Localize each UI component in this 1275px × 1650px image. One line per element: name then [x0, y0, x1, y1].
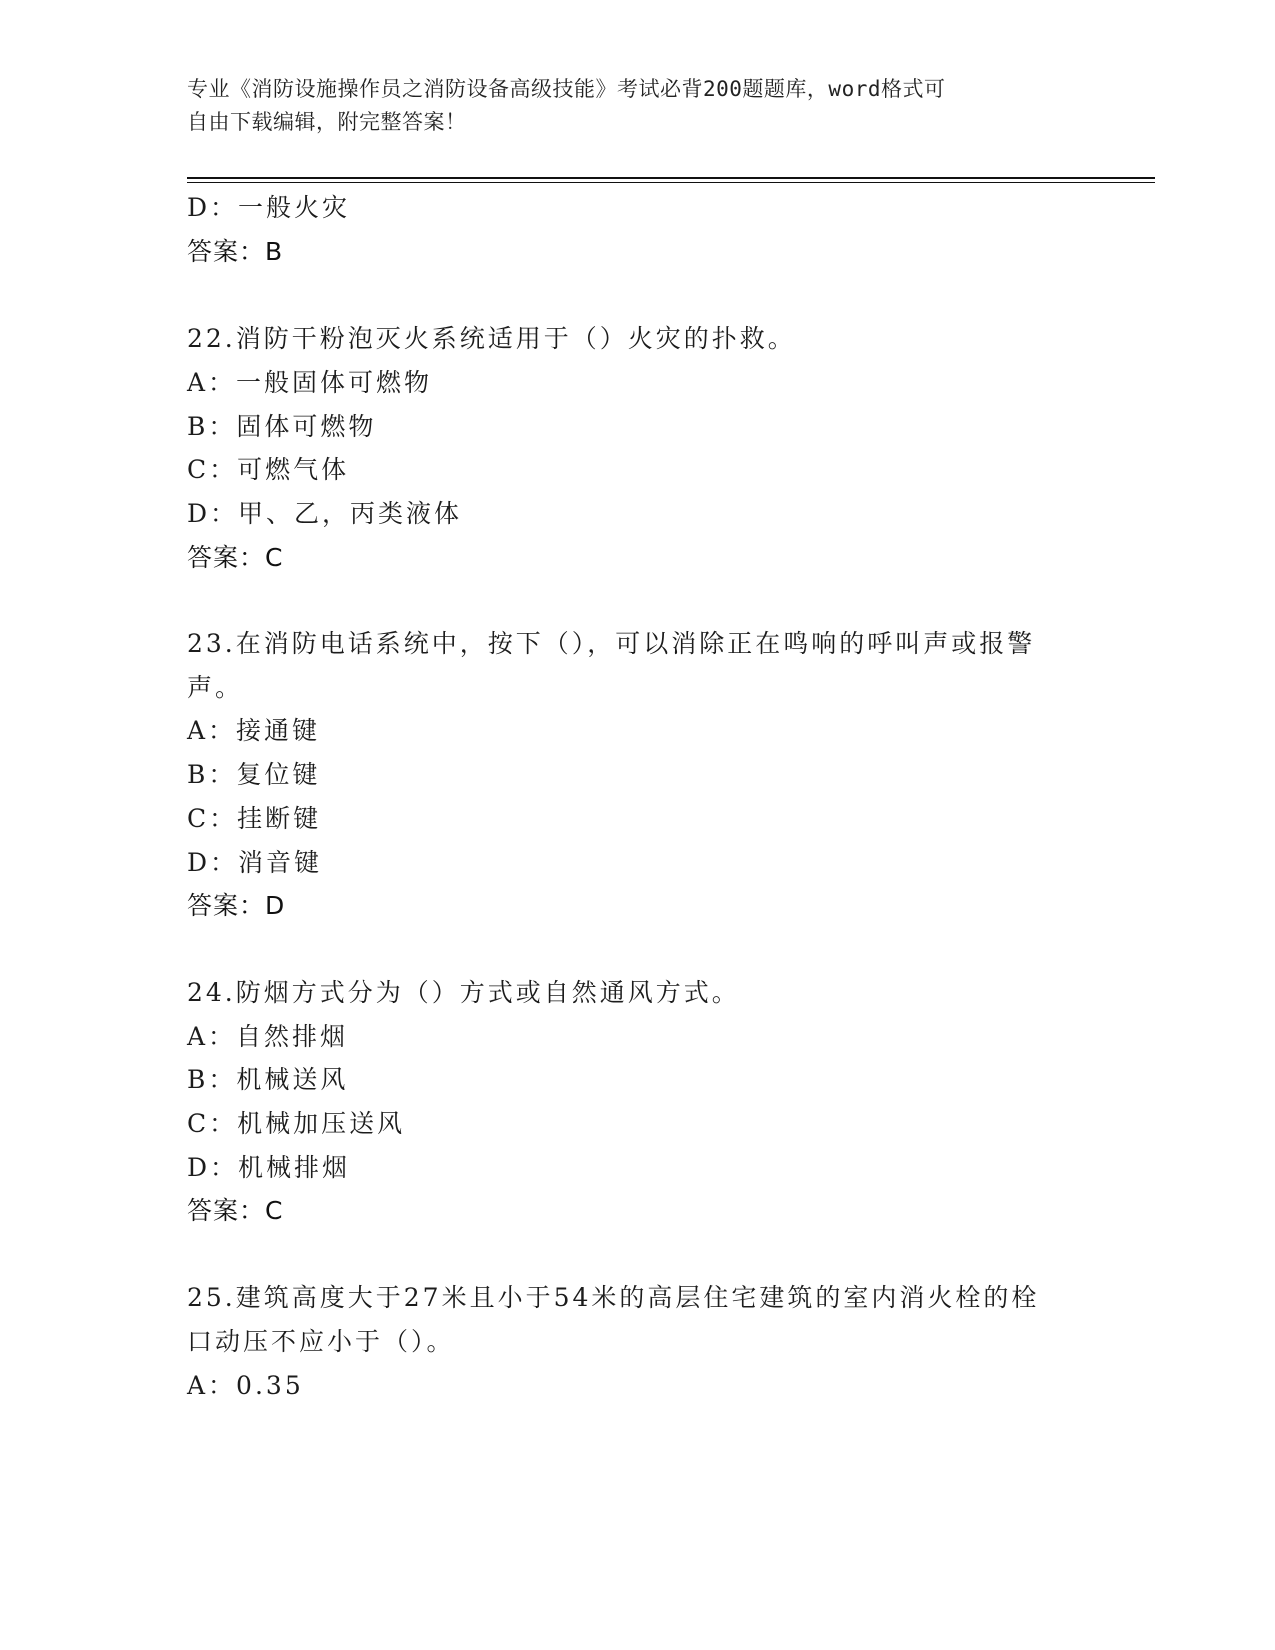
page-header — [187, 73, 1067, 139]
q24-option-b: B：机械送风 — [187, 1065, 349, 1094]
q23-option-c: C：挂断键 — [187, 804, 322, 833]
header-line-2: 自由下载编辑，附完整答案！ — [187, 110, 467, 134]
q22-option-c: C：可燃气体 — [187, 455, 350, 484]
q23-stem-line-2: 声。 — [187, 673, 244, 702]
q23-option-d: D：消音键 — [187, 848, 323, 877]
q23-answer: 答案：D — [187, 891, 286, 920]
header-divider — [187, 177, 1155, 183]
q24-stem: 24.防烟方式分为（）方式或自然通风方式。 — [187, 978, 740, 1007]
q22-stem: 22.消防干粉泡灭火系统适用于（）火灾的扑救。 — [187, 324, 796, 353]
q25-stem-line-1: 25.建筑高度大于27米且小于54米的高层住宅建筑的室内消火栓的栓 — [187, 1283, 1040, 1312]
q24-answer: 答案：C — [187, 1196, 284, 1225]
q22-option-b: B：固体可燃物 — [187, 412, 377, 441]
q24-option-c: C：机械加压送风 — [187, 1109, 406, 1138]
q22-option-d: D：甲、乙，丙类液体 — [187, 499, 463, 528]
prev-answer: 答案：B — [187, 237, 284, 266]
q23-option-b: B：复位键 — [187, 760, 321, 789]
q25-stem-line-2: 口动压不应小于（）。 — [187, 1327, 455, 1356]
q25-option-a: A：0.35 — [187, 1371, 304, 1400]
q22-option-a: A：一般固体可燃物 — [187, 368, 433, 397]
q22-answer: 答案：C — [187, 543, 284, 572]
q24-option-a: A：自然排烟 — [187, 1022, 349, 1051]
prev-option-d: D：一般火灾 — [187, 193, 351, 222]
q23-stem-line-1: 23.在消防电话系统中，按下（），可以消除正在鸣响的呼叫声或报警 — [187, 629, 1036, 658]
header-line-1: 专业《消防设施操作员之消防设备高级技能》考试必背200题题库，word格式可 — [187, 77, 946, 101]
q23-option-a: A：接通键 — [187, 716, 321, 745]
q24-option-d: D：机械排烟 — [187, 1153, 351, 1182]
